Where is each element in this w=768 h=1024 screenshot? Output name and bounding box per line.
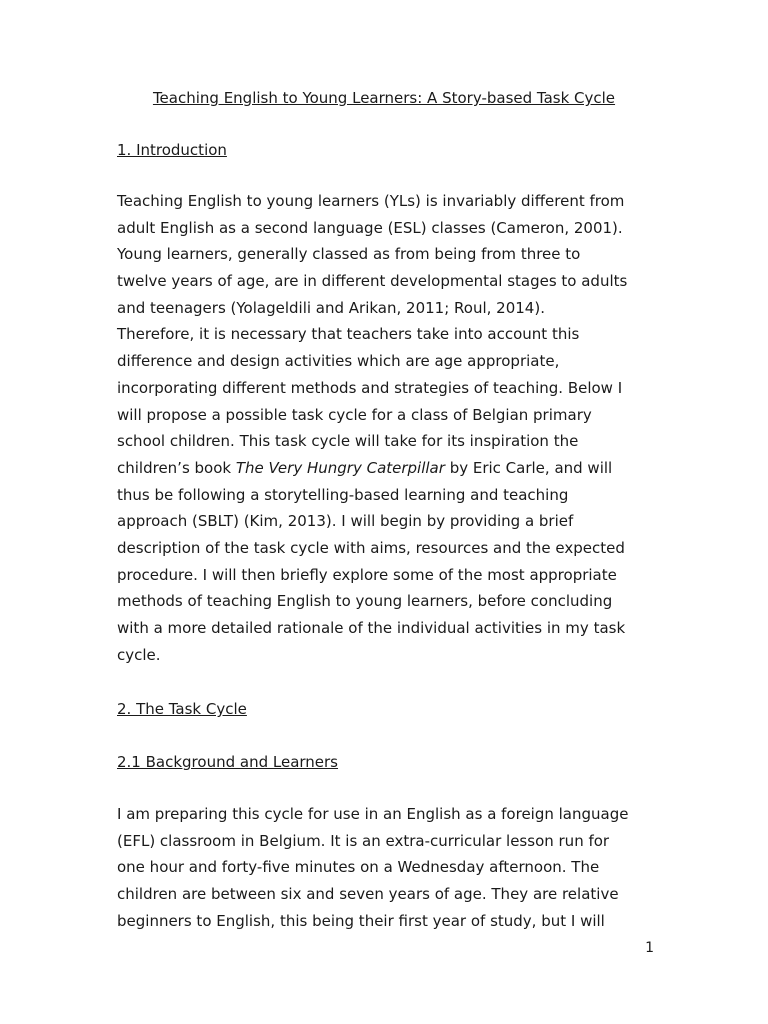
subsection-heading-background: 2.1 Background and Learners [117, 753, 339, 771]
paragraph-line: cycle. [117, 645, 161, 664]
section-heading-task-cycle: 2. The Task Cycle [117, 700, 247, 718]
paragraph-line: and teenagers (Yolageldili and Arikan, 2011; Roul, 2014). [117, 298, 545, 317]
paragraph-line: twelve years of age, are in different developmental stages to adults [117, 272, 628, 291]
paragraph-line: Therefore, it is necessary that teachers take into account this [117, 325, 580, 344]
paragraph-line: with a more detailed rationale of the individual activities in my task [117, 619, 626, 637]
line-text-after: by Eric Carle, and will [444, 458, 613, 477]
book-title: The Very Hungry Caterpillar [235, 458, 445, 477]
paragraph-line: will propose a possible task cycle for a class of Belgian primary [117, 405, 592, 424]
paragraph-line: thus be following a storytelling-based learning and teaching [117, 485, 569, 504]
paragraph-line: I am preparing this cycle for use in an English as a foreign language [117, 805, 629, 823]
paragraph-line: Young learners, generally classed as from being from three to [117, 245, 581, 264]
background-paragraph [117, 801, 652, 934]
introduction-paragraph [117, 188, 652, 668]
paragraph-line: difference and design activities which are age appropriate, [117, 352, 560, 371]
paragraph-line: description of the task cycle with aims, resources and the expected [117, 538, 625, 557]
paragraph-line: children are between six and seven years of age. They are relative [117, 885, 619, 904]
paragraph-line: Teaching English to young learners (YLs) is invariably different from [117, 192, 625, 210]
paragraph-line-with-book-title [117, 455, 652, 482]
paragraph-line: incorporating different methods and strategies of teaching. Below I [117, 378, 623, 397]
paragraph-line: methods of teaching English to young learners, before concluding [117, 592, 613, 611]
section-heading-introduction: 1. Introduction [117, 141, 227, 159]
paragraph-line: school children. This task cycle will take for its inspiration the [117, 432, 579, 451]
paragraph-line: approach (SBLT) (Kim, 2013). I will begin by providing a brief [117, 512, 574, 531]
paragraph-line: (EFL) classroom in Belgium. It is an extra-curricular lesson run for [117, 831, 610, 850]
line-text-before: children’s book [117, 458, 236, 477]
paragraph-line: beginners to English, this being their first year of study, but I will [117, 911, 605, 930]
paragraph-line: procedure. I will then briefly explore some of the most appropriate [117, 565, 617, 584]
page-number: 1 [645, 940, 654, 956]
document-title: Teaching English to Young Learners: A Story-based Task Cycle [152, 89, 616, 107]
paragraph-line: adult English as a second language (ESL) classes (Cameron, 2001). [117, 218, 623, 237]
paragraph-line: one hour and forty-five minutes on a Wednesday afternoon. The [117, 858, 600, 877]
